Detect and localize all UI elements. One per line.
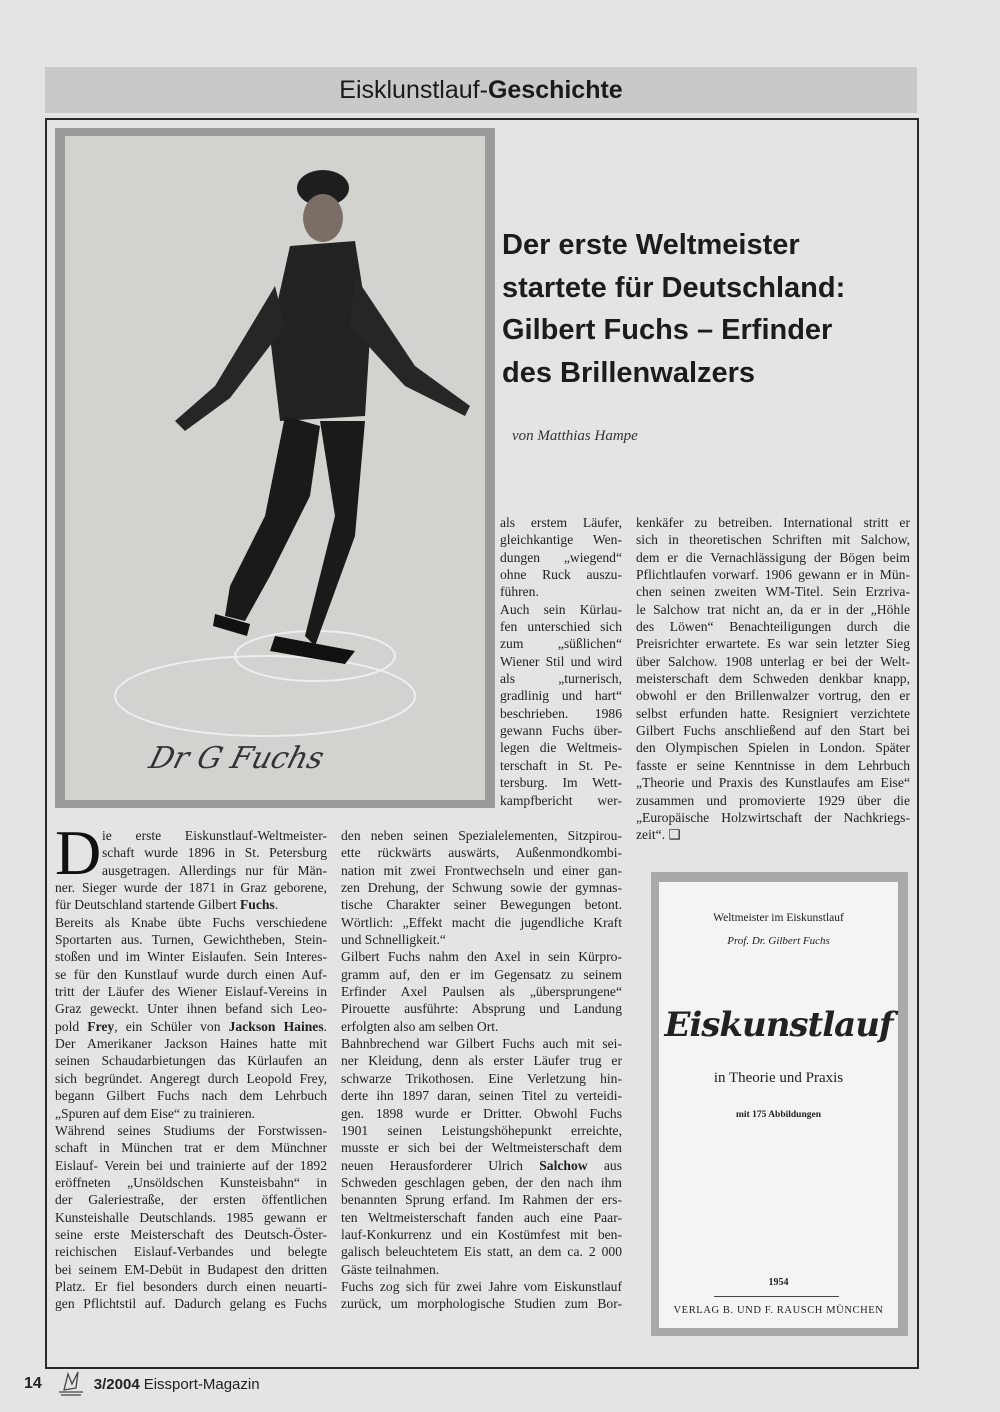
book-author: Prof. Dr. Gilbert Fuchs <box>727 935 830 947</box>
magazine-name: Eissport-Magazin <box>143 1375 260 1393</box>
text-line: gramm auf, den er im Gegensatz zu seinem <box>341 966 622 982</box>
column-upper-narrow <box>500 514 622 809</box>
text-line: „Europäische Holzwirtschaft der Nachkriegs- <box>636 809 910 825</box>
text-line: Erfinder Axel Paulsen als „übersprungene“ <box>341 984 622 1000</box>
text-line: eröffneten „Unsöldschen Kunsteisbahn“ in <box>55 1174 327 1190</box>
text-line: kenkäfer zu betreiben. International stritt er <box>636 515 910 530</box>
text-line: benannten Sprung erfand. Im Rahmen der ers- <box>341 1192 622 1208</box>
text-line: kampfbericht wer- <box>500 792 622 808</box>
text-line: ner Kleidung, denn als erster Läufer trug er <box>341 1053 622 1069</box>
text-line: Graz geweckt. Unter ihnen befand sich Leo- <box>55 1001 327 1017</box>
text-line: begann Gilbert Fuchs nach dem Lehrbuch <box>55 1088 327 1104</box>
column-lower-left <box>55 817 328 1313</box>
book-divider <box>714 1296 839 1297</box>
text-line: tische Charakter seiner Bewegungen betont. <box>341 897 622 913</box>
text-line: lauf-Konkurrenz und ein Kostümfest mit ben- <box>341 1226 622 1242</box>
text-line: Gäste teilnahmen. <box>341 1261 440 1277</box>
text-line: Kunsteishalle Deutschlands. 1985 gewann er <box>55 1209 327 1225</box>
text-line: Fuchs zog sich für zwei Jahre vom Eiskunstlauf <box>341 1278 622 1294</box>
text-line: stoßen und im Winter Eislaufen. Sein Interes- <box>55 949 327 965</box>
column-lower-right <box>341 827 622 1313</box>
bold-name: Jackson Haines <box>228 1018 324 1034</box>
text-line: ohne Ruck auszu- <box>500 567 622 583</box>
text-line: fen unterschied sich <box>500 619 622 635</box>
text-line: zen Drehung, der Schwung sowie der gymnas- <box>341 880 622 896</box>
text-line: Wörtlich: „Effekt macht die jugendliche Kraft <box>341 914 622 930</box>
book-publisher: VERLAG B. UND F. RAUSCH MÜNCHEN <box>673 1305 884 1316</box>
text-line: seinen Schaudarbietungen das Kürlaufen an <box>55 1053 327 1069</box>
text-line: Der Amerikaner Jackson Haines hatte mit <box>55 1036 327 1052</box>
text-line: reichischen Eislauf-Verbandes und belegte <box>55 1244 327 1260</box>
text-line: den Olympischen Spielen in London. Später <box>636 740 910 756</box>
page-number: 14 <box>24 1375 42 1392</box>
book-title-page <box>659 882 898 1328</box>
text-line: gen. 1898 wurde er Dritter. Obwohl Fuchs <box>341 1105 622 1121</box>
text-line: führen. <box>500 584 539 600</box>
headline-line: startete für Deutschland: <box>502 271 846 304</box>
text-line: le Salchow trat nicht an, da er in der „Höhle <box>636 601 910 617</box>
text-line: selbst erfunden hatte. Resigniert verzichtete <box>636 705 910 721</box>
text-line: fasste er seine Kenntnisse in dem Lehrbuch <box>636 757 910 773</box>
text-line: zusammen und promovierte 1929 über die <box>636 792 910 808</box>
book-year: 1954 <box>768 1277 789 1288</box>
text-line: für Deutschland startende Gilbert Fuchs. <box>55 897 279 913</box>
text-line: Schweden geschlagen geben, der den nach ihm <box>341 1174 622 1190</box>
text-line: gleichkantige Wen- <box>500 532 622 548</box>
text-line: gen Pflichtstil auf. Dadurch gelang es Fuchs <box>55 1296 327 1312</box>
text-line: tritt der Läufer des Wiener Eislauf-Vereins in <box>55 984 327 1000</box>
book-overline: Weltmeister im Eiskunstlauf <box>713 912 844 924</box>
bold-name: Frey <box>87 1018 115 1034</box>
paragraph <box>341 827 622 948</box>
text-line: legen die Weltmeis- <box>500 740 622 756</box>
text-line: beschrieben. 1986 <box>500 705 622 721</box>
section-header-bold: Geschichte <box>487 76 623 104</box>
text-line: Auch sein Kürlau- <box>500 601 622 617</box>
paragraph <box>341 1035 622 1278</box>
text-line: Pirouette ausführte: Absprung und Landung <box>341 1001 622 1017</box>
text-line: sich in theoretischen Schriften mit Salchow, <box>636 532 910 548</box>
paragraph <box>55 1122 327 1313</box>
text-line: seine erste Meisterschaft des Deutsch-Öster- <box>55 1226 327 1242</box>
section-header <box>45 67 917 113</box>
paragraph <box>500 514 622 601</box>
paragraph <box>636 514 910 844</box>
page-footer <box>24 1370 260 1398</box>
paragraph <box>55 914 327 1122</box>
text-line: Bahnbrechend war Gilbert Fuchs auch mit sei- <box>341 1036 622 1052</box>
text-line: des Löwen“ Benachteiligungen durch die <box>636 619 910 635</box>
issue-number: 3/2004 <box>93 1375 140 1393</box>
text-line: den neben seinen Spezialelementen, Sitzpirou- <box>341 828 622 843</box>
book-cover-image <box>651 872 908 1336</box>
text-line: zeit“. ❑ <box>636 827 681 843</box>
article-headline <box>502 224 922 394</box>
signature: Dr G Fuchs <box>145 741 328 776</box>
paragraph <box>500 601 622 809</box>
headline-line: Der erste Weltmeister <box>502 229 800 261</box>
text-line: obwohl er den Brillenwalzer vortrug, den er <box>636 688 910 704</box>
text-line: Während seines Studiums der Forstwissen- <box>55 1122 327 1138</box>
text-line: zum „süßlichen“ <box>500 636 622 652</box>
text-line: chen seinen zweiten WM-Titel. Sein Erzriva- <box>636 584 910 600</box>
skater-figure-illustration <box>65 136 485 800</box>
text-line: derte ihn 1897 daran, seinen Titel zu verteidi- <box>341 1088 622 1104</box>
text-line: terschaft in St. Pe- <box>500 757 622 773</box>
text-line: dem er die Vernachlässigung der Bögen beim <box>636 549 910 565</box>
skate-bird-icon <box>56 1370 86 1398</box>
photo-print <box>65 136 485 800</box>
text-line: ette rückwärts auswärts, Außenmondkombi- <box>341 845 622 861</box>
text-line: Preisrichter erwartete. Es war sein letzter Sieg <box>636 636 910 652</box>
text-line: Sportarten aus. Turnen, Gewichtheben, Stein- <box>55 932 327 948</box>
text-line: ie erste Eiskunstlauf-Weltmeister- <box>102 828 327 843</box>
text-line: „Spuren auf dem Eise“ zu trainieren. <box>55 1105 256 1121</box>
text-line: zurück, um morphologische Studien zum Bor- <box>341 1296 622 1312</box>
text-line: Gilbert Fuchs nahm den Axel in sein Kürpro- <box>341 949 622 965</box>
book-title: Eiskunstlauf <box>664 1005 893 1045</box>
text-line: Wiener Stil und wird <box>500 653 622 669</box>
text-line: 1901 seinen Leistungshöhepunkt erreichte, <box>341 1122 622 1138</box>
text-line: nation mit zwei Frontwechseln und einer gan- <box>341 862 622 878</box>
text-line: galisch beleuchtetem Eis statt, an dem ca. 2 000 <box>341 1244 622 1260</box>
text-line: Bereits als Knabe übte Fuchs verschiedene <box>55 914 327 930</box>
text-line: musste er sich bei der Weltmeisterschaft dem <box>341 1140 622 1156</box>
text-line: Pflichtlaufen vorwarf. 1906 gewann er in Mün- <box>636 567 910 583</box>
book-illustrations: mit 175 Abbildungen <box>736 1110 821 1120</box>
drop-cap: D <box>55 817 102 888</box>
text-line: tersburg. Im Wett- <box>500 775 622 791</box>
paragraph <box>341 948 622 1035</box>
bold-name: Salchow <box>539 1157 588 1173</box>
paragraph <box>341 1278 622 1313</box>
text-line: gewann Fuchs über- <box>500 723 622 739</box>
text-line: bei seinem EM-Debüt in Budapest den dritten <box>55 1261 327 1277</box>
column-upper-wide <box>636 514 910 844</box>
text-line: ausgetragen. Allerdings nur für Män- <box>102 862 327 878</box>
headline-line: Gilbert Fuchs – Erfinder <box>502 314 833 346</box>
text-line: ner. Sieger wurde der 1871 in Graz geborene, <box>55 880 327 896</box>
paragraph <box>55 817 327 914</box>
text-line: meisterschaft dem Schweden denkbar knapp, <box>636 671 910 687</box>
text-line: schaft in München trat er dem Münchner <box>55 1140 327 1156</box>
text-line: und Schnelligkeit.“ <box>341 932 446 948</box>
text-line: als „turnerisch, <box>500 671 622 687</box>
skater-photo <box>55 128 495 808</box>
text-line: sich begründet. Angeregt durch Leopold Frey, <box>55 1070 327 1086</box>
bold-name: Fuchs <box>239 897 275 913</box>
text-line: schwarze Trikothosen. Eine Verletzung hin- <box>341 1070 622 1086</box>
text-line: über Salchow. 1908 unterlag er bei der Welt- <box>636 653 910 669</box>
text-line: schaft wurde 1896 in St. Petersburg <box>102 845 327 861</box>
text-line: als erstem Läufer, <box>500 515 622 530</box>
text-line: Platz. Er fiel besonders durch einen neuarti- <box>55 1278 327 1294</box>
text-line: erfolgten also am selben Ort. <box>341 1018 499 1034</box>
text-line: neuen Herausforderer Ulrich Salchow aus <box>341 1157 622 1173</box>
text-line: „Theorie und Praxis des Kunstlaufes am Eise“ <box>636 775 910 791</box>
text-line: pold Frey, ein Schüler von Jackson Haines. <box>55 1018 328 1034</box>
text-line: ten Weltmeisterschaft fanden auch eine Paar- <box>341 1209 622 1225</box>
text-line: Gilbert Fuchs anschließend auf den Start bei <box>636 723 910 739</box>
text-line: der Galeriestraße, der ersten öffentlichen <box>55 1192 327 1208</box>
text-line: dungen „wiegend“ <box>500 549 622 565</box>
headline-line: des Brillenwalzers <box>502 356 756 389</box>
text-line: se für den Kunstlauf wurde durch einen Auf- <box>55 966 327 982</box>
text-line: Eislauf- Verein bei und trainierte auf der 1892 <box>55 1157 327 1173</box>
book-subtitle: in Theorie und Praxis <box>713 1070 844 1086</box>
section-header-prefix: Eisklunstlauf- <box>339 76 488 104</box>
byline: von Matthias Hampe <box>512 428 638 444</box>
text-line: gradlinig und hart“ <box>500 688 622 704</box>
